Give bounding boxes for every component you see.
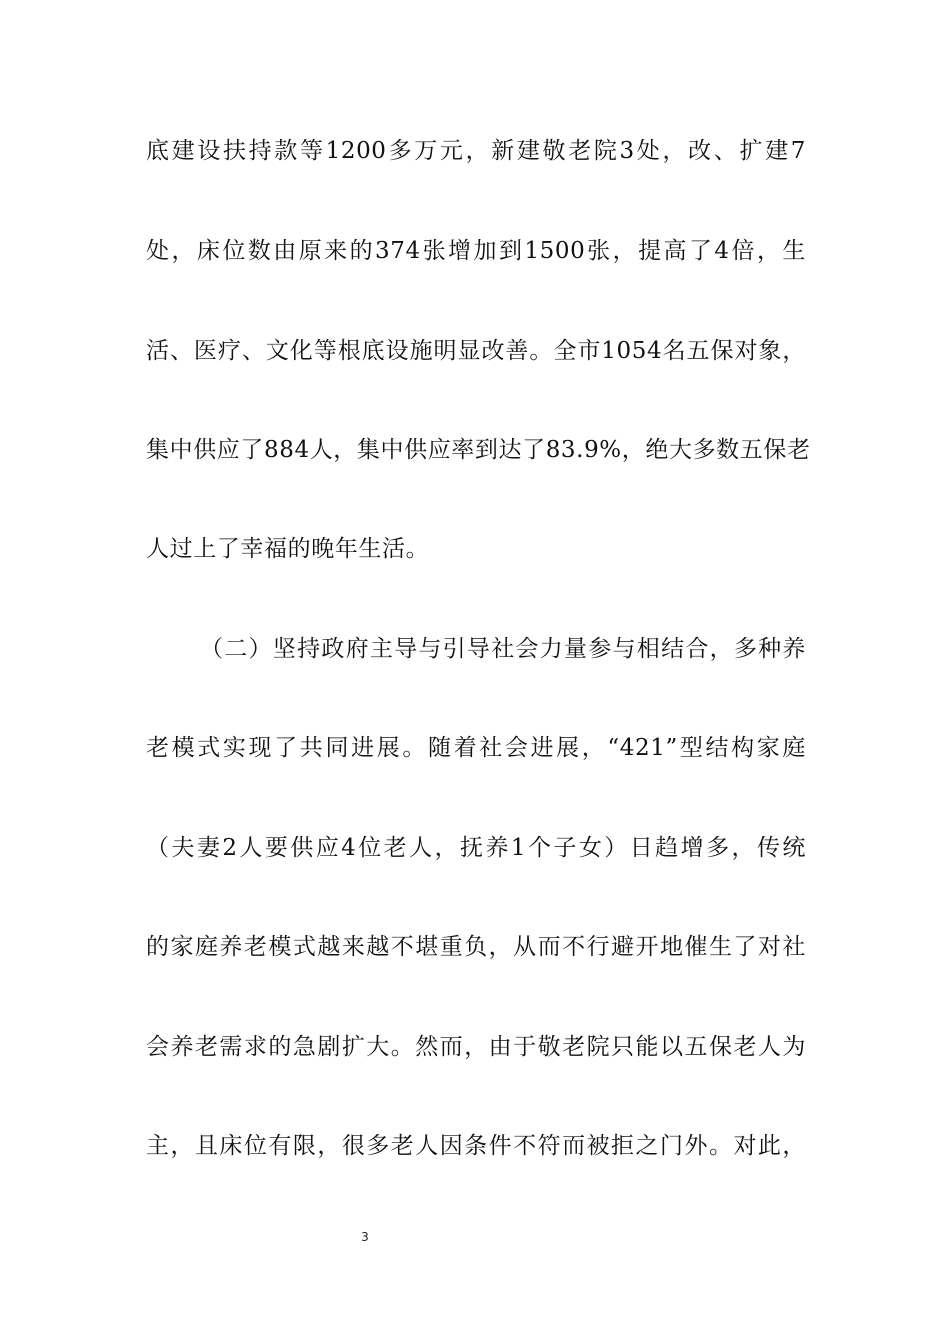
- paragraph-line-1: 底建设扶持款等1200多万元，新建敬老院3处，改、扩建7: [146, 138, 806, 164]
- page-number: 3: [361, 1230, 369, 1244]
- paragraph-line-8: （夫妻2人要供应4位老人，抚养1个子女）日趋增多，传统: [146, 835, 806, 861]
- paragraph-line-4: 集中供应了884人，集中供应率到达了83.9%，绝大多数五保老: [146, 437, 811, 463]
- paragraph-line-2: 处，床位数由原来的374张增加到1500张，提高了4倍，生: [146, 238, 806, 264]
- paragraph-line-11: 主，且床位有限，很多老人因条件不符而被拒之门外。对此，: [146, 1133, 806, 1159]
- paragraph-line-10: 会养老需求的急剧扩大。然而，由于敬老院只能以五保老人为: [146, 1034, 806, 1060]
- paragraph-line-9: 的家庭养老模式越来越不堪重负，从而不行避开地催生了对社: [146, 934, 806, 960]
- paragraph-line-7: 老模式实现了共同进展。随着社会进展，“421”型结构家庭: [146, 735, 806, 761]
- paragraph-line-3: 活、医疗、文化等根底设施明显改善。全市1054名五保对象，: [146, 338, 806, 364]
- paragraph-line-5: 人过上了幸福的晚年生活。: [146, 536, 430, 562]
- section-heading-line: （二）坚持政府主导与引导社会力量参与相结合，多种养: [200, 636, 806, 662]
